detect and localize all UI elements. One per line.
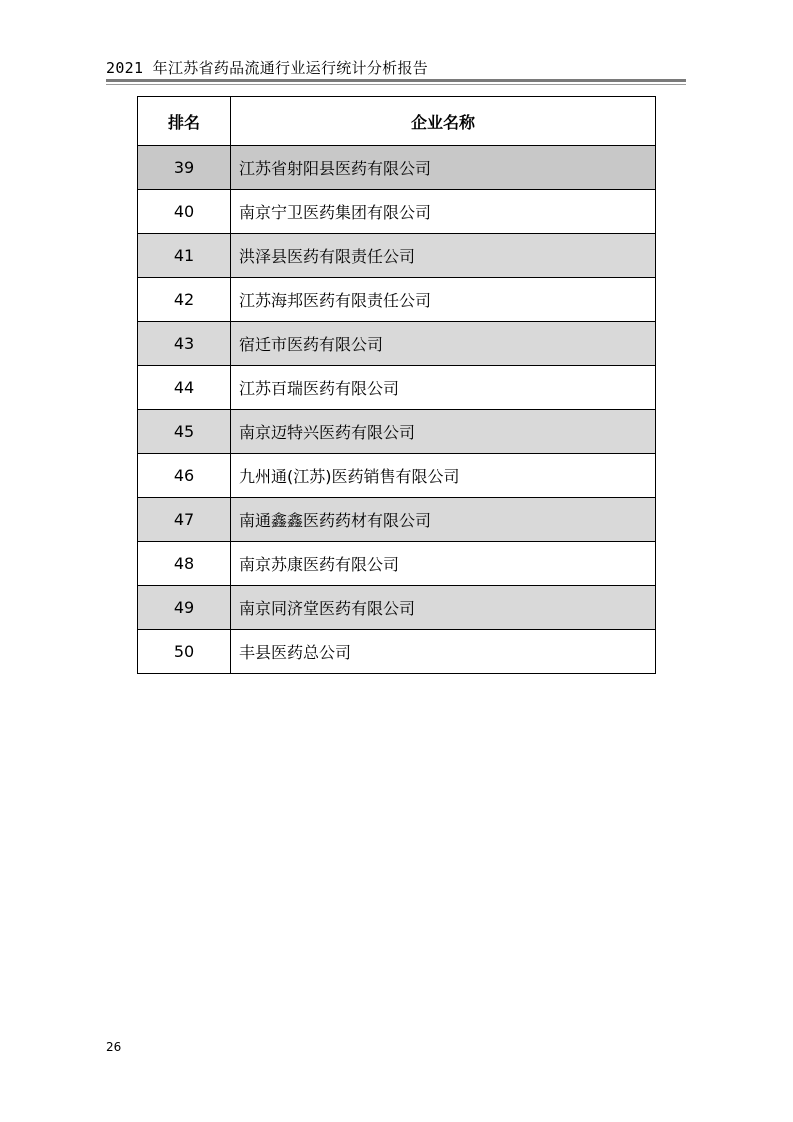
rank-cell: 41 — [138, 234, 231, 278]
table-row — [138, 366, 656, 410]
table-row — [138, 190, 656, 234]
company-name-cell: 丰县医药总公司 — [231, 630, 656, 674]
company-name-cell: 南京同济堂医药有限公司 — [231, 586, 656, 630]
company-name-cell: 南京宁卫医药集团有限公司 — [231, 190, 656, 234]
table-header-row — [138, 97, 656, 146]
rank-cell: 44 — [138, 366, 231, 410]
company-name-cell: 江苏百瑞医药有限公司 — [231, 366, 656, 410]
header-divider-thick — [106, 79, 686, 82]
rank-cell: 43 — [138, 322, 231, 366]
company-name-cell: 南京苏康医药有限公司 — [231, 542, 656, 586]
company-name-cell: 南通鑫鑫医药药材有限公司 — [231, 498, 656, 542]
table-row — [138, 234, 656, 278]
column-header-rank: 排名 — [138, 97, 231, 146]
table-row — [138, 454, 656, 498]
table-row — [138, 278, 656, 322]
table-row — [138, 146, 656, 190]
ranking-table — [137, 96, 656, 674]
rank-cell: 48 — [138, 542, 231, 586]
company-name-cell: 宿迁市医药有限公司 — [231, 322, 656, 366]
table-row — [138, 322, 656, 366]
table-row — [138, 542, 656, 586]
column-header-company-name: 企业名称 — [231, 97, 656, 146]
company-name-cell: 江苏省射阳县医药有限公司 — [231, 146, 656, 190]
company-name-cell: 九州通(江苏)医药销售有限公司 — [231, 454, 656, 498]
rank-cell: 45 — [138, 410, 231, 454]
rank-cell: 50 — [138, 630, 231, 674]
table-row — [138, 586, 656, 630]
table-row — [138, 630, 656, 674]
report-title: 2021 年江苏省药品流通行业运行统计分析报告 — [106, 59, 429, 77]
company-name-cell: 南京迈特兴医药有限公司 — [231, 410, 656, 454]
rank-cell: 49 — [138, 586, 231, 630]
rank-cell: 46 — [138, 454, 231, 498]
company-name-cell: 洪泽县医药有限责任公司 — [231, 234, 656, 278]
rank-cell: 39 — [138, 146, 231, 190]
table-row — [138, 498, 656, 542]
rank-cell: 42 — [138, 278, 231, 322]
page-number: 26 — [106, 1040, 122, 1054]
rank-cell: 40 — [138, 190, 231, 234]
table-row — [138, 410, 656, 454]
page-header — [106, 55, 686, 85]
rank-cell: 47 — [138, 498, 231, 542]
header-divider-thin — [106, 84, 686, 85]
company-name-cell: 江苏海邦医药有限责任公司 — [231, 278, 656, 322]
